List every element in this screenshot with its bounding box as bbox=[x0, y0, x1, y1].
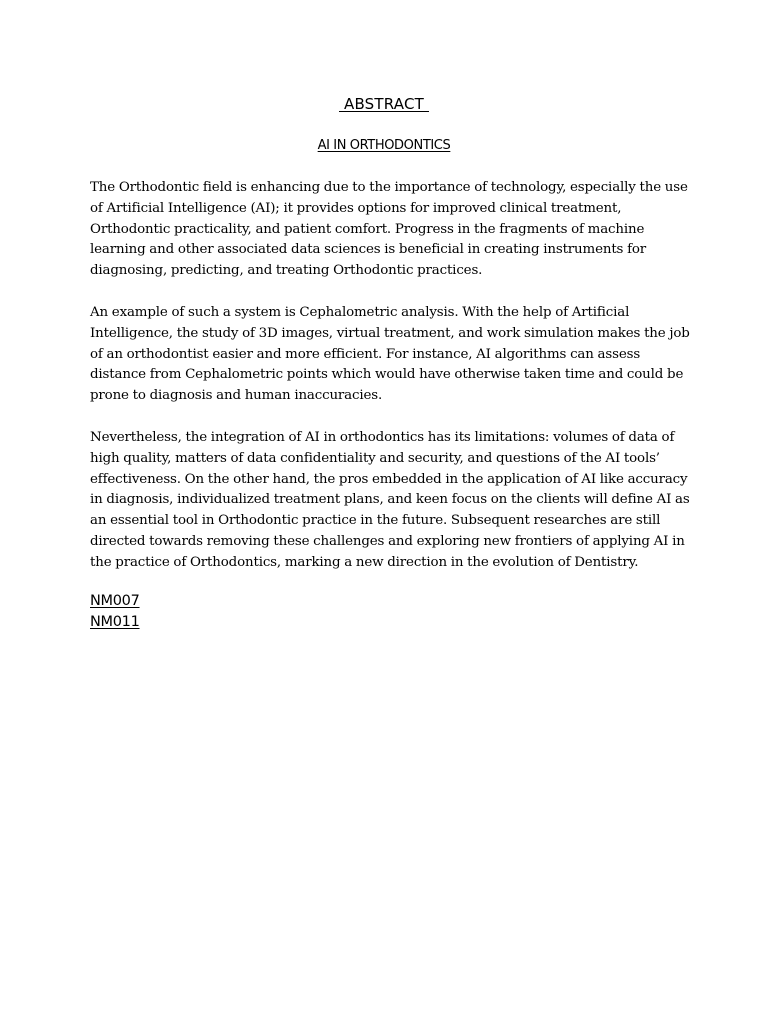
paragraph-example: An example of such a system is Cephalometric analysis. With the help of Artificial Intelligence, the study of 3D images, virtual treatment, and work simulation makes the job of an orthodontist easier and more efficient. For instance, AI algorithms can assess distance from Cephalometric points which would have otherwise taken time and could be prone to diagnosis and human inaccuracies. bbox=[90, 305, 690, 404]
author-code-1: NM007 bbox=[90, 593, 140, 609]
paragraph-limitations: Nevertheless, the integration of AI in orthodontics has its limitations: volumes of data of high quality, matters of data confidentiality and security, and questions of the AI tools’ effectiveness. On the other hand, the pros embedded in the application of AI like accuracy in diagnosis, individualized treatment plans, and keen focus on the clients will define AI as an essential tool in Orthodontic practice in the future. Subsequent researches are still directed towards removing these challenges and exploring new frontiers of applying AI in the practice of Orthodontics, marking a new direction in the evolution of Dentistry. bbox=[90, 430, 690, 570]
topic-heading: AI IN ORTHODONTICS bbox=[317, 138, 451, 153]
abstract-heading: ABSTRACT bbox=[339, 95, 429, 113]
author-code-2: NM011 bbox=[90, 614, 140, 630]
paragraph-introduction: The Orthodontic field is enhancing due to the importance of technology, especially the use of Artificial Intelligence (AI); it provides options for improved clinical treatment, Orthodontic practicality, and patient comfort. Progress in the fragments of machine learning and other associated data sciences is beneficial in creating instruments for diagnosing, predicting, and treating Orthodontic practices. bbox=[90, 180, 688, 279]
